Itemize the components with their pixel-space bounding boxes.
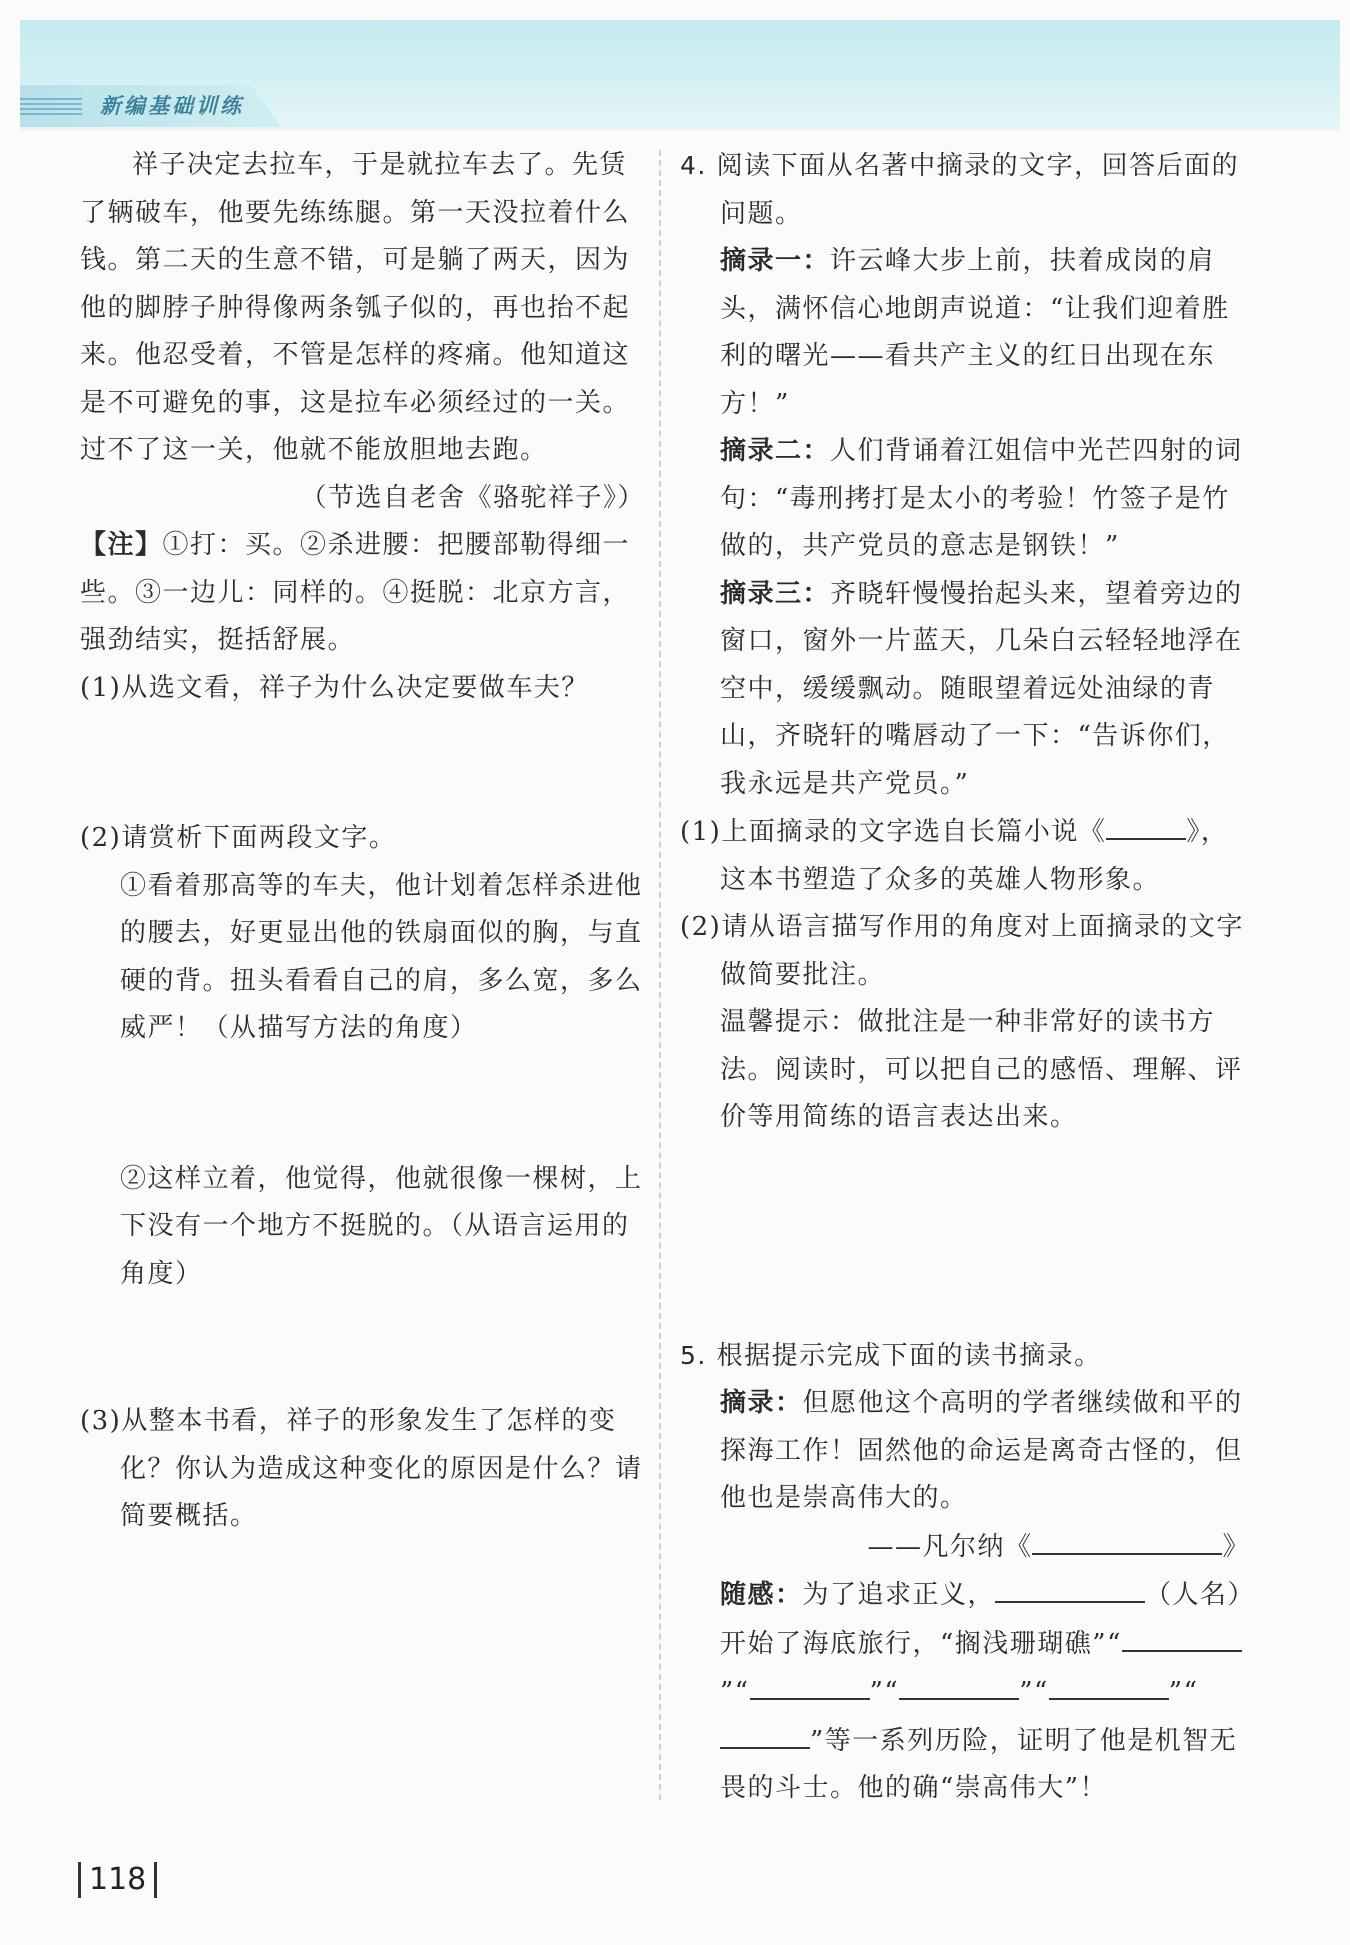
tip-text: 温馨提示：做批注是一种非常好的读书方法。阅读时，可以把自己的感悟、理解、评价等用简练的语言表达出来。	[720, 1007, 1243, 1132]
right-column	[680, 142, 1250, 1813]
left-column	[80, 142, 645, 1541]
book-title-blank[interactable]	[1032, 1523, 1222, 1555]
reflection-text-f: ”“	[1168, 1677, 1199, 1707]
attribution-text-a: ——凡尔纳《	[867, 1531, 1033, 1562]
reflection-label: 随感：	[720, 1580, 803, 1610]
reflection-text-g: ”等一系列历险，证明了他是机智无畏的斗士。他的确“崇高伟大”！	[720, 1725, 1238, 1803]
excerpt-1-text: 许云峰大步上前，扶着成岗的肩头，满怀信心地朗声说道：“让我们迎着胜利的曙光——看共产主义的红日出现在东方！”	[720, 246, 1230, 419]
reflection-text-c: ”“	[720, 1677, 750, 1707]
answer-space-1	[80, 712, 645, 815]
excerpt-main	[680, 1380, 1250, 1523]
adventure-blank-4[interactable]	[1049, 1668, 1169, 1700]
question-4-2: (2)请从语言描写作用的角度对上面摘录的文字做简要批注。	[680, 912, 1244, 990]
stripes-decoration	[20, 98, 82, 116]
reflection-text-e: ”“	[1019, 1677, 1049, 1707]
question-5-number: 5.	[680, 1340, 707, 1370]
question-2-item-2: ②这样立着，他觉得，他就很像一棵树，上下没有一个地方不挺脱的。（从语言运用的角度）	[120, 1163, 643, 1289]
question-4	[680, 142, 1250, 238]
annotation-note	[80, 522, 645, 665]
attribution-text-b: 》	[1222, 1531, 1250, 1562]
question-4-1	[680, 808, 1250, 904]
excerpt-3	[680, 571, 1250, 809]
reflection	[680, 1571, 1250, 1813]
question-2-item-1: ①看着那高等的车夫，他计划着怎样杀进他的腰去，好更显出他的铁扇面似的胸，与直硬的背。扭头看看自己的肩，多么宽，多么威严！（从描写方法的角度）	[120, 870, 643, 1043]
excerpt-attribution	[680, 1523, 1250, 1572]
question-4-text: 阅读下面从名著中摘录的文字，回答后面的问题。	[716, 151, 1240, 229]
excerpt-2-label: 摘录二：	[720, 436, 831, 466]
question-4-1-text-b: 》，这本书塑造了众多的英雄人物形象。	[720, 817, 1229, 895]
excerpt-3-label: 摘录三：	[720, 578, 831, 609]
note-text: ①打：买。②杀进腰：把腰部勒得细一些。③一边儿：同样的。④挺脱：北京方言，强劲结实，挺括舒展。	[80, 530, 631, 655]
adventure-blank-3[interactable]	[899, 1668, 1019, 1700]
reflection-text-a: 为了追求正义，	[802, 1580, 996, 1610]
reflection-text-d: ”“	[869, 1677, 900, 1707]
series-label: 新编基础训练	[100, 94, 244, 118]
adventure-blank-1[interactable]	[1122, 1620, 1242, 1652]
question-1: (1)从选文看，祥子为什么决定要做车夫？	[80, 672, 589, 703]
question-3: (3)从整本书看，祥子的形象发生了怎样的变化？你认为造成这种变化的原因是什么？请简要概括。	[80, 1406, 643, 1531]
question-5	[680, 1332, 1250, 1381]
reflection-text-b: （人名）开始了海底旅行，“搁浅珊瑚礁”“	[720, 1580, 1243, 1659]
excerpt-2-text: 人们背诵着江姐信中光芒四射的词句：“毒刑拷打是太小的考验！竹签子是竹做的，共产党员的意志是钢铁！”	[720, 436, 1243, 561]
excerpt-3-text: 齐晓轩慢慢抬起头来，望着旁边的窗口，窗外一片蓝天，几朵白云轻轻地浮在空中，缓缓飘动。随眼望着远处油绿的青山，齐晓轩的嘴唇动了一下：“告诉你们，我永远是共产党员。”	[720, 578, 1243, 799]
excerpt-2	[680, 428, 1250, 571]
excerpt-main-label: 摘录：	[720, 1388, 803, 1418]
person-name-blank[interactable]	[995, 1571, 1145, 1603]
passage: 祥子决定去拉车，于是就拉车去了。先赁了辆破车，他要先练练腿。第一天没拉着什么钱。第二天的生意不错，可是躺了两天，因为他的脚脖子肿得像两条瓠子似的，再也抬不起来。他忍受着，不管是怎样的疼痛。他知道这是不可避免的事，这是拉车必须经过的一关。过不了这一关，他就不能放胆地去跑。	[80, 150, 631, 465]
page-number: 118	[78, 1862, 157, 1898]
answer-space-2	[80, 1053, 645, 1156]
answer-space-4	[680, 1142, 1250, 1332]
question-4-number: 4.	[680, 151, 707, 180]
answer-space-3	[80, 1298, 645, 1398]
adventure-blank-2[interactable]	[750, 1668, 870, 1700]
excerpt-main-text: 但愿他这个高明的学者继续做和平的探海工作！固然他的命运是离奇古怪的，但他也是崇高伟大的。	[720, 1388, 1243, 1513]
novel-title-blank[interactable]	[1106, 808, 1186, 840]
adventure-blank-5[interactable]	[720, 1717, 810, 1749]
excerpt-1-label: 摘录一：	[720, 246, 831, 276]
question-5-text: 根据提示完成下面的读书摘录。	[716, 1340, 1102, 1371]
question-2: (2)请赏析下面两段文字。	[80, 823, 397, 853]
excerpt-1	[680, 238, 1250, 428]
passage-source: （节选自老舍《骆驼祥子》）	[300, 482, 645, 513]
note-label: 【注】	[80, 530, 163, 560]
question-4-1-text-a: (1)上面摘录的文字选自长篇小说《	[680, 817, 1107, 847]
column-divider	[659, 150, 661, 1800]
